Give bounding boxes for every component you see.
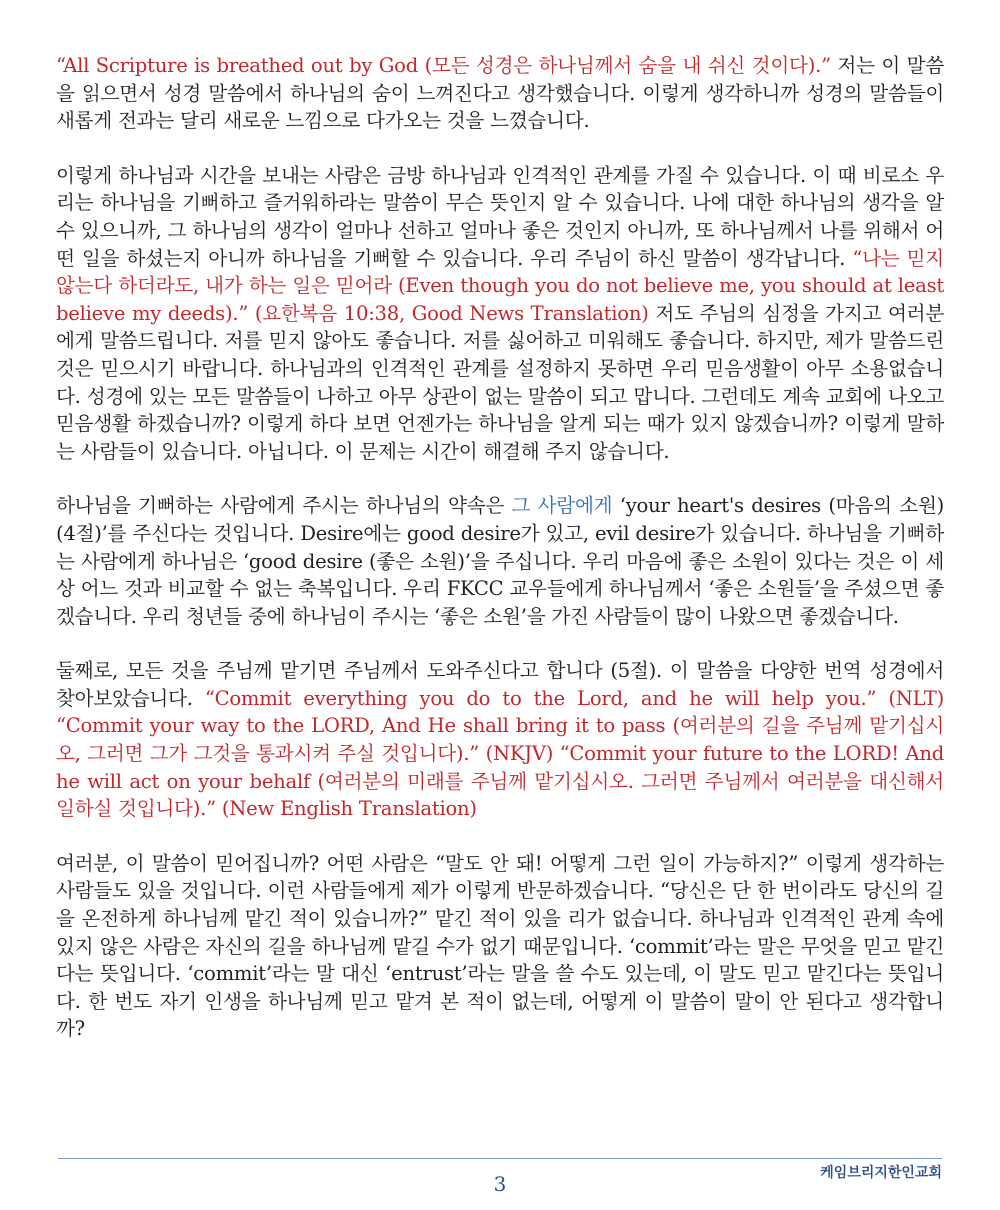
scripture-quote: “Commit everything you do to the Lord, and he will help you.” (NLT) “Commit your way to the LORD, And He shall bring it to pass (여러분의 길을 주님께 맡기십시오, 그러면 그가 그것을 통과시켜 주실 것입니다).” (NKJV) “Commit your future to the LORD! And he will act on your behalf (여러분의 미래를 주님께 맡기십시오. 그러면 주님께서 여러분을 대신해서 일하실 것입니다).” (New English Translation) (56, 686, 944, 821)
scripture-quote: “All Scripture is breathed out by God (모든 성경은 하나님께서 숨을 내 쉬신 것이다).” (56, 54, 831, 77)
paragraph-4 (56, 657, 944, 823)
highlighted-phrase: 그 사람에게 (511, 494, 613, 518)
paragraph-3 (56, 492, 944, 630)
paragraph-5 (56, 850, 944, 1043)
paragraph-text: 저는 이 말씀을 읽으면서 성경 말씀에서 하나님의 숨이 느껴진다고 생각했습니다. 이렇게 생각하니까 성경의 말씀들이 새롭게 전과는 달리 새로운 느낌으로 다가오는 것을 느꼈습니다. (56, 54, 944, 133)
paragraph-1 (56, 52, 944, 135)
paragraph-text: 이렇게 하나님과 시간을 보내는 사람은 금방 하나님과 인격적인 관계를 가질 수 있습니다. 이 때 비로소 우리는 하나님을 기뻐하고 즐거워하라는 말씀이 무슨 뜻인지 알 수 있습니다. 나에 대한 하나님의 생각을 알 수 있으니까, 그 하나님의 생각이 얼마나 선하고 얼마나 좋은 것인지 아니까, 또 하나님께서 나를 위해서 어떤 일을 하셨는지 아니까 하나님을 기뻐할 수 있습니다. 우리 주님이 하신 말씀이 생각납니다. (56, 163, 944, 270)
paragraph-2 (56, 162, 944, 466)
paragraph-text: 저도 주님의 심정을 가지고 여러분에게 말씀드립니다. 저를 믿지 않아도 좋습니다. 저를 싫어하고 미워해도 좋습니다. 하지만, 제가 말씀드린 것은 믿으시기 바랍니다. 하나님과의 인격적인 관계를 설정하지 못하면 우리 믿음생활이 아무 소용없습니다. 성경에 있는 모든 말씀들이 나하고 아무 상관이 없는 말씀이 되고 맙니다. 그런데도 계속 교회에 나오고 믿음생활 하겠습니까? 이렇게 하다 보면 언젠가는 하나님을 알게 되는 때가 있지 않겠습니까? 이렇게 말하는 사람들이 있습니다. 아닙니다. 이 문제는 시간이 해결해 주지 않습니다. (56, 301, 944, 463)
page-number: 3 (493, 1172, 507, 1196)
paragraph-text: 여러분, 이 말씀이 믿어집니까? 어떤 사람은 “말도 안 돼! 어떻게 그런 일이 가능하지?” 이렇게 생각하는 사람들도 있을 것입니다. 이런 사람들에게 제가 이렇게 반문하겠습니다. “당신은 단 한 번이라도 당신의 길을 온전하게 하나님께 맡긴 적이 있습니까?” 맡긴 적이 있을 리가 없습니다. 하나님과 인격적인 관계 속에 있지 않은 사람은 자신의 길을 하나님께 맡길 수가 없기 때문입니다. ‘commit’라는 말은 무엇을 믿고 맡긴다는 뜻입니다. ‘commit’라는 말 대신 ‘entrust’라는 말을 쓸 수도 있는데, 이 말도 믿고 맡긴다는 뜻입니다. 한 번도 자기 인생을 하나님께 믿고 맡겨 본 적이 없는데, 어떻게 이 말씀이 말이 안 된다고 생각합니까? (56, 851, 945, 1041)
footer-divider (58, 1158, 942, 1159)
paragraph-text: 하나님을 기뻐하는 사람에게 주시는 하나님의 약속은 (56, 494, 512, 518)
document-page (56, 52, 944, 1070)
scripture-quote: “나는 믿지 않는다 하더라도, 내가 하는 일은 믿어라 (Even though you do not believe me, you should at least believe my deeds).” (요한복음 10:38, Good News Translation) (56, 246, 944, 325)
church-name: 케임브리지한인교회 (820, 1165, 942, 1181)
paragraph-text: 둘째로, 모든 것을 주님께 맡기면 주님께서 도와주신다고 합니다 (5절). 이 말씀을 다양한 번역 성경에서 찾아보았습니다. (56, 659, 944, 710)
paragraph-text: ‘your heart's desires (마음의 소원) (4절)’를 주신다는 것입니다. Desire에는 good desire가 있고, evil desire가 있습니다. 하나님을 기뻐하는 사람에게 하나님은 ‘good desire (좋은 소원)’을 주십니다. 우리 마음에 좋은 소원이 있다는 것은 이 세상 어느 것과 비교할 수 없는 축복입니다. 우리 FKCC 교우들에게 하나님께서 ‘좋은 소원들’을 주셨으면 좋겠습니다. 우리 청년들 중에 하나님이 주시는 ‘좋은 소원’을 가진 사람들이 많이 나왔으면 좋겠습니다. (56, 494, 945, 628)
